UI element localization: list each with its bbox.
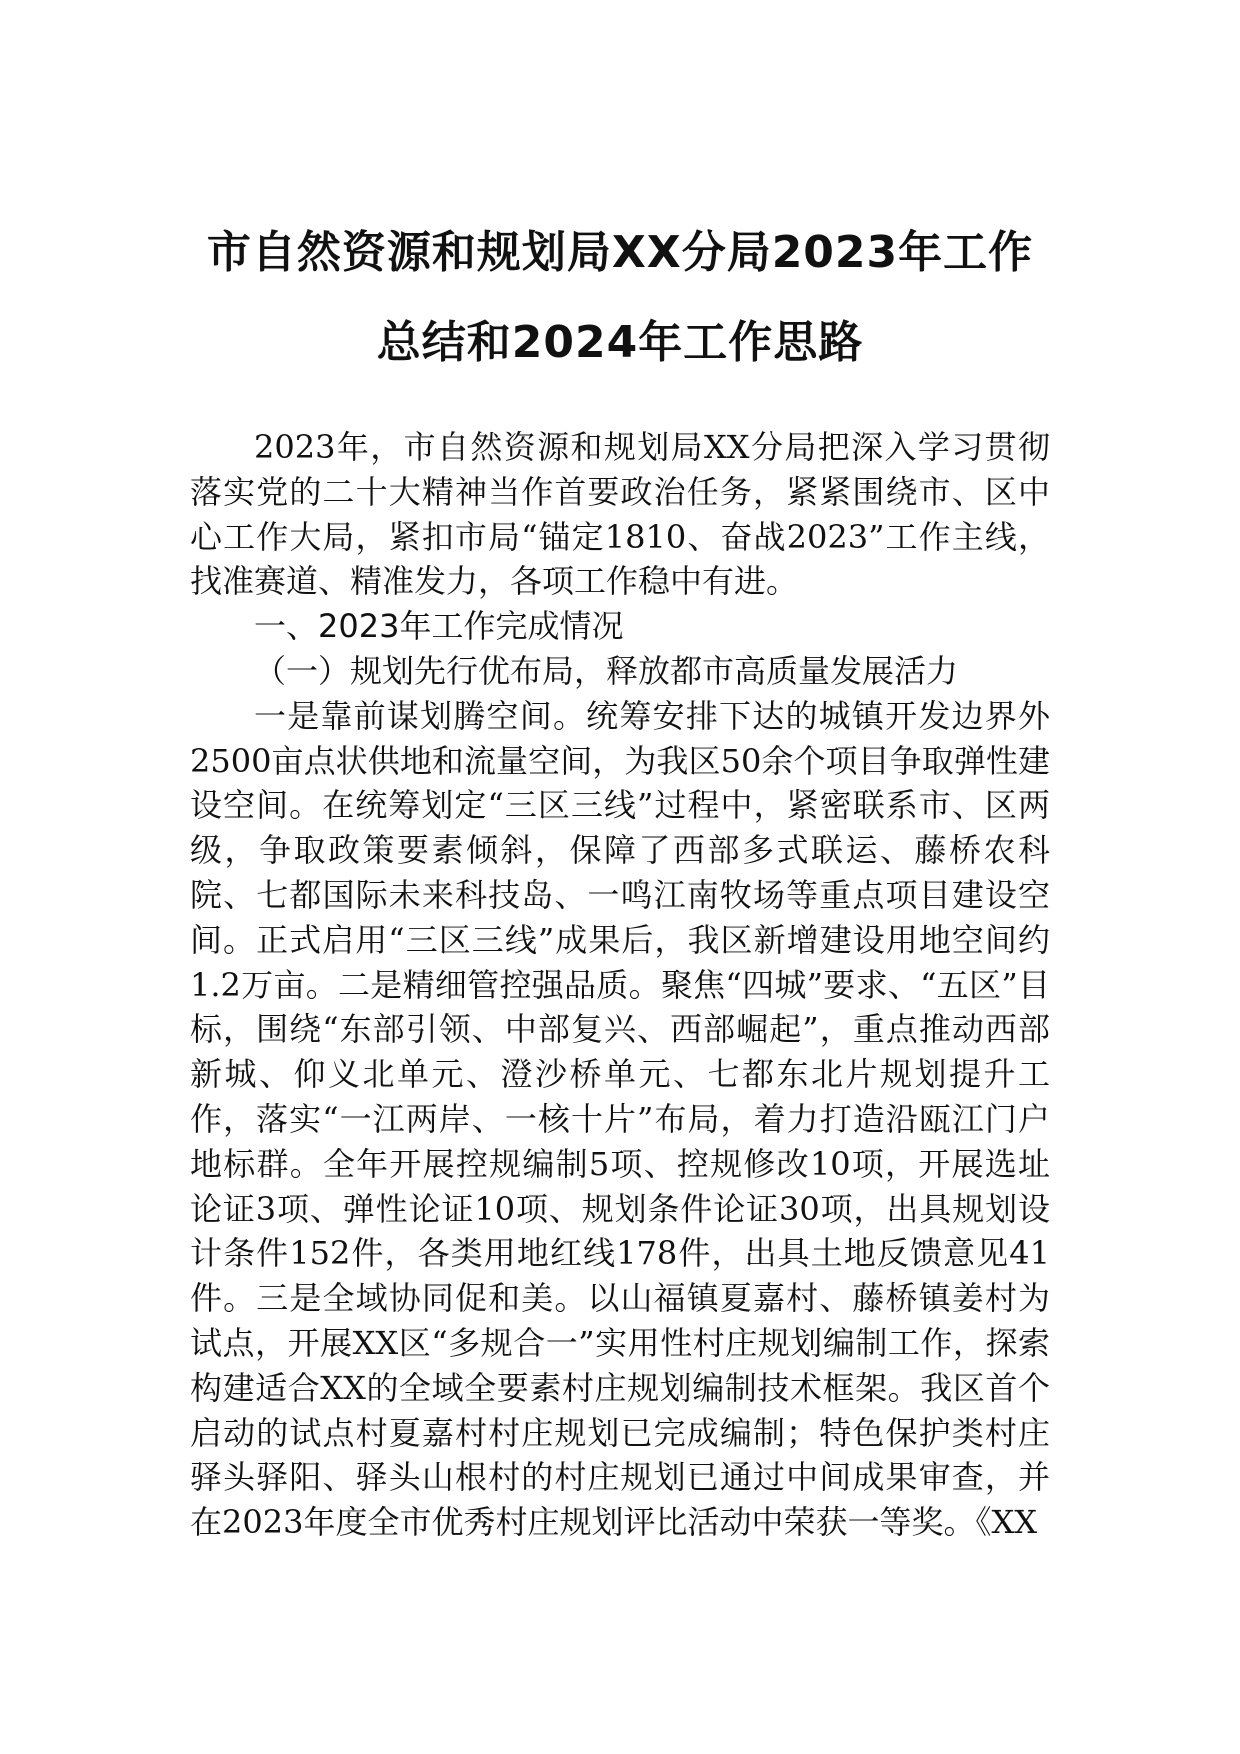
intro-paragraph: 2023年，市自然资源和规划局XX分局把深入学习贯彻落实党的二十大精神当作首要政治任务，紧紧围绕市、区中心工作大局，紧扣市局“锚定1810、奋战2023”工作主线，找准赛道、精准发力，各项工作稳中有进。 — [190, 428, 1050, 601]
subsection-heading-1: （一）规划先行优布局，释放都市高质量发展活力 — [254, 651, 959, 690]
document-title — [150, 208, 1090, 388]
section-heading-1: 一、2023年工作完成情况 — [254, 607, 624, 646]
document-title-line-2: 总结和2024年工作思路 — [376, 317, 864, 368]
document-body — [190, 425, 1050, 1545]
subsection-1-paragraph: 一是靠前谋划腾空间。统筹安排下达的城镇开发边界外2500亩点状供地和流量空间，为我区50余个项目争取弹性建设空间。在统筹划定“三区三线”过程中，紧密联系市、区两级，争取政策要素倾斜，保障了西部多式联运、藤桥农科院、七都国际未来科技岛、一鸣江南牧场等重点项目建设空间。正式启用“三区三线”成果后，我区新增建设用地空间约1.2万亩。二是精细管控强品质。聚焦“四城”要求、“五区”目标，围绕“东部引领、中部复兴、西部崛起”，重点推动西部新城、仰义北单元、澄沙桥单元、七都东北片规划提升工作，落实“一江两岸、一核十片”布局，着力打造沿瓯江门户地标群。全年开展控规编制5项、控规修改10项，开展选址论证3项、弹性论证10项、规划条件论证30项，出具规划设计条件152件，各类用地红线178件，出具土地反馈意见41件。三是全域协同促和美。以山福镇夏嘉村、藤桥镇姜村为试点，开展XX区“多规合一”实用性村庄规划编制工作，探索构建适合XX的全域全要素村庄规划编制技术框架。我区首个启动的试点村夏嘉村村庄规划已完成编制；特色保护类村庄驿头驿阳、驿头山根村的村庄规划已通过中间成果审查，并在2023年度全市优秀村庄规划评比活动中荣获一等奖。《XX — [190, 696, 1050, 1542]
document-title-line-1: 市自然资源和规划局XX分局2023年工作 — [206, 227, 1034, 278]
